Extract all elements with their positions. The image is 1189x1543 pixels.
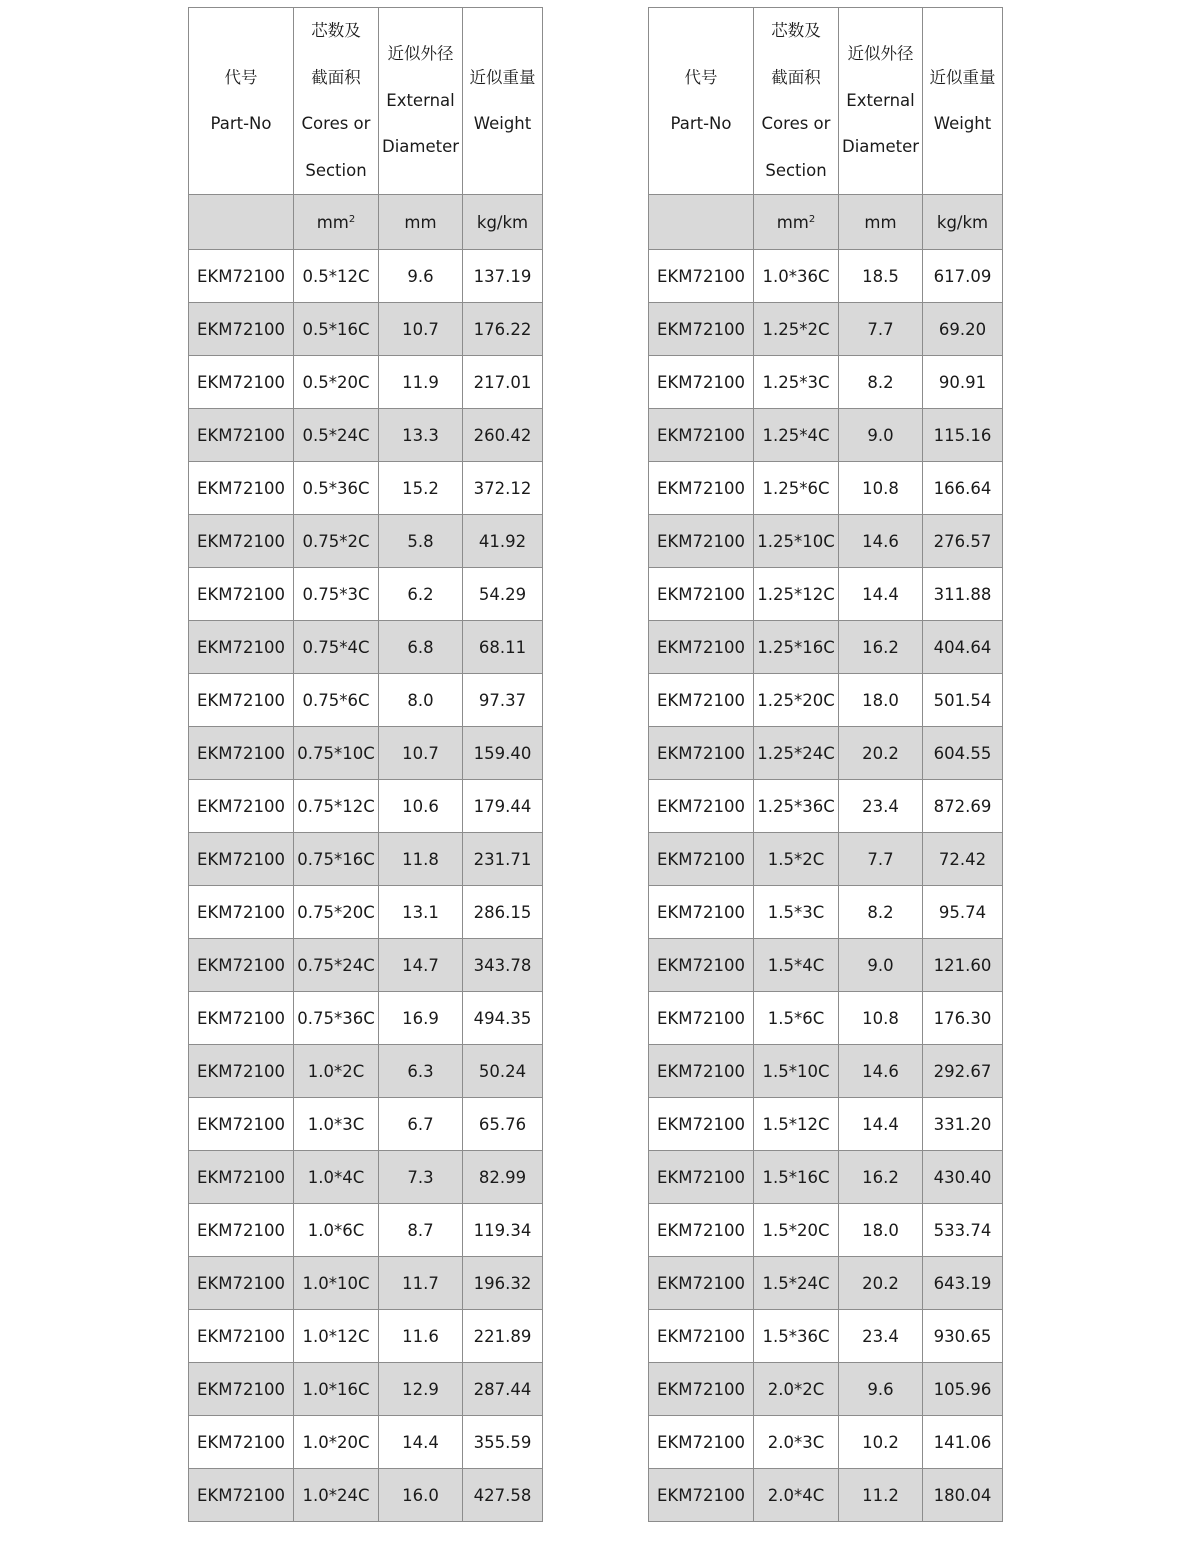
unit-row — [189, 195, 543, 250]
cell-weight: 231.71 — [463, 833, 543, 886]
table-row — [649, 1363, 1003, 1416]
cell-section: 2.0*2C — [754, 1363, 839, 1416]
cell-weight: 72.42 — [923, 833, 1003, 886]
cell-section: 0.75*3C — [294, 568, 379, 621]
cell-diameter: 11.2 — [839, 1469, 923, 1522]
cell-part-no: EKM72100 — [189, 303, 294, 356]
cell-section: 0.75*10C — [294, 727, 379, 780]
table-row — [189, 621, 543, 674]
cell-section: 1.5*6C — [754, 992, 839, 1045]
cell-weight: 292.67 — [923, 1045, 1003, 1098]
table-row — [649, 833, 1003, 886]
cell-part-no: EKM72100 — [189, 1257, 294, 1310]
table-row — [649, 674, 1003, 727]
cell-diameter: 10.8 — [839, 462, 923, 515]
header-diameter-en2: Diameter — [381, 137, 460, 157]
cell-weight: 121.60 — [923, 939, 1003, 992]
cell-diameter: 18.0 — [839, 1204, 923, 1257]
header-part-no-en: Part-No — [670, 114, 732, 133]
cell-diameter: 11.9 — [379, 356, 463, 409]
cell-diameter: 8.2 — [839, 886, 923, 939]
cell-weight: 137.19 — [463, 250, 543, 303]
cell-weight: 65.76 — [463, 1098, 543, 1151]
cell-section: 1.0*3C — [294, 1098, 379, 1151]
unit-section-sup: 2 — [348, 213, 356, 225]
cell-section: 1.25*10C — [754, 515, 839, 568]
cell-weight: 427.58 — [463, 1469, 543, 1522]
cell-part-no: EKM72100 — [649, 939, 754, 992]
cell-weight: 68.11 — [463, 621, 543, 674]
cell-section: 1.25*4C — [754, 409, 839, 462]
cell-diameter: 10.8 — [839, 992, 923, 1045]
header-section-en1: Cores or — [301, 114, 371, 133]
unit-section-text: mm — [776, 212, 809, 232]
table-row — [189, 1204, 543, 1257]
cell-part-no: EKM72100 — [649, 356, 754, 409]
cell-part-no: EKM72100 — [649, 1469, 754, 1522]
table-row — [189, 674, 543, 727]
cell-part-no: EKM72100 — [189, 886, 294, 939]
cell-part-no: EKM72100 — [649, 1098, 754, 1151]
cell-weight: 604.55 — [923, 727, 1003, 780]
table-row — [649, 250, 1003, 303]
table-row — [189, 1045, 543, 1098]
cell-part-no: EKM72100 — [649, 621, 754, 674]
cell-weight: 82.99 — [463, 1151, 543, 1204]
cell-diameter: 14.4 — [379, 1416, 463, 1469]
cell-diameter: 20.2 — [839, 1257, 923, 1310]
cell-section: 1.25*36C — [754, 780, 839, 833]
header-part-no — [649, 8, 754, 195]
cell-weight: 90.91 — [923, 356, 1003, 409]
table-row — [189, 727, 543, 780]
cell-part-no: EKM72100 — [189, 833, 294, 886]
cell-weight: 372.12 — [463, 462, 543, 515]
unit-part-no — [649, 195, 754, 250]
cell-diameter: 18.0 — [839, 674, 923, 727]
cell-weight: 311.88 — [923, 568, 1003, 621]
cell-weight: 217.01 — [463, 356, 543, 409]
cell-diameter: 16.2 — [839, 621, 923, 674]
cell-section: 1.5*3C — [754, 886, 839, 939]
header-part-no-cn: 代号 — [224, 67, 258, 87]
cell-part-no: EKM72100 — [189, 992, 294, 1045]
cell-part-no: EKM72100 — [649, 568, 754, 621]
cell-part-no: EKM72100 — [189, 409, 294, 462]
table-row — [649, 356, 1003, 409]
cell-weight: 69.20 — [923, 303, 1003, 356]
cell-diameter: 16.9 — [379, 992, 463, 1045]
cell-part-no: EKM72100 — [649, 1204, 754, 1257]
cell-section: 1.5*16C — [754, 1151, 839, 1204]
cell-part-no: EKM72100 — [189, 1363, 294, 1416]
cell-part-no: EKM72100 — [189, 1151, 294, 1204]
header-section-cn1: 芯数及 — [771, 21, 821, 40]
cell-diameter: 16.0 — [379, 1469, 463, 1522]
table-row — [189, 409, 543, 462]
cell-part-no: EKM72100 — [189, 939, 294, 992]
cell-part-no: EKM72100 — [649, 1045, 754, 1098]
table-row — [189, 1469, 543, 1522]
cell-diameter: 11.8 — [379, 833, 463, 886]
unit-weight: kg/km — [923, 195, 1003, 250]
cell-weight: 643.19 — [923, 1257, 1003, 1310]
cell-diameter: 9.0 — [839, 939, 923, 992]
cell-section: 1.25*24C — [754, 727, 839, 780]
table-row — [189, 992, 543, 1045]
cell-section: 2.0*3C — [754, 1416, 839, 1469]
cell-part-no: EKM72100 — [649, 515, 754, 568]
table-row — [649, 621, 1003, 674]
cell-diameter: 11.6 — [379, 1310, 463, 1363]
header-diameter-en1: External — [846, 90, 915, 110]
table-row — [189, 1363, 543, 1416]
header-row — [189, 8, 543, 195]
cell-diameter: 7.3 — [379, 1151, 463, 1204]
header-weight-en: Weight — [473, 114, 532, 133]
cell-part-no: EKM72100 — [189, 1098, 294, 1151]
table-row — [189, 356, 543, 409]
cell-section: 0.75*24C — [294, 939, 379, 992]
cell-weight: 176.30 — [923, 992, 1003, 1045]
cell-diameter: 20.2 — [839, 727, 923, 780]
cell-weight: 221.89 — [463, 1310, 543, 1363]
header-part-no — [189, 8, 294, 195]
table-row — [189, 250, 543, 303]
cell-weight: 119.34 — [463, 1204, 543, 1257]
cell-part-no: EKM72100 — [649, 1363, 754, 1416]
cell-diameter: 14.4 — [839, 568, 923, 621]
cell-diameter: 10.6 — [379, 780, 463, 833]
cell-part-no: EKM72100 — [649, 1151, 754, 1204]
cell-section: 1.0*20C — [294, 1416, 379, 1469]
table-row — [649, 1310, 1003, 1363]
table-row — [189, 939, 543, 992]
unit-section — [754, 195, 839, 250]
cell-weight: 159.40 — [463, 727, 543, 780]
cell-weight: 196.32 — [463, 1257, 543, 1310]
cell-section: 0.5*20C — [294, 356, 379, 409]
cell-weight: 179.44 — [463, 780, 543, 833]
table-row — [189, 303, 543, 356]
cable-spec-table-right — [648, 7, 1003, 1522]
cell-diameter: 10.7 — [379, 303, 463, 356]
table-row — [649, 1469, 1003, 1522]
cell-part-no: EKM72100 — [649, 780, 754, 833]
cell-weight: 286.15 — [463, 886, 543, 939]
cell-diameter: 14.7 — [379, 939, 463, 992]
table-row — [649, 1045, 1003, 1098]
cell-diameter: 18.5 — [839, 250, 923, 303]
cell-weight: 430.40 — [923, 1151, 1003, 1204]
unit-part-no — [189, 195, 294, 250]
cell-part-no: EKM72100 — [189, 621, 294, 674]
cell-section: 1.0*10C — [294, 1257, 379, 1310]
cell-weight: 494.35 — [463, 992, 543, 1045]
cell-part-no: EKM72100 — [649, 462, 754, 515]
header-diameter-cn: 近似外径 — [387, 44, 454, 64]
table-row — [649, 1257, 1003, 1310]
cell-section: 0.75*20C — [294, 886, 379, 939]
table-row — [189, 1310, 543, 1363]
table-row — [649, 1151, 1003, 1204]
cell-section: 1.5*12C — [754, 1098, 839, 1151]
cell-part-no: EKM72100 — [189, 356, 294, 409]
cell-diameter: 9.6 — [839, 1363, 923, 1416]
cell-section: 0.75*16C — [294, 833, 379, 886]
cell-weight: 930.65 — [923, 1310, 1003, 1363]
unit-section — [294, 195, 379, 250]
unit-section-text: mm — [316, 212, 349, 232]
cell-part-no: EKM72100 — [189, 515, 294, 568]
cell-diameter: 6.2 — [379, 568, 463, 621]
cell-section: 1.5*24C — [754, 1257, 839, 1310]
cell-section: 1.5*36C — [754, 1310, 839, 1363]
cell-weight: 54.29 — [463, 568, 543, 621]
cell-weight: 343.78 — [463, 939, 543, 992]
cell-part-no: EKM72100 — [189, 1310, 294, 1363]
cell-part-no: EKM72100 — [649, 992, 754, 1045]
header-section-en1: Cores or — [761, 114, 831, 133]
cell-diameter: 15.2 — [379, 462, 463, 515]
table-row — [189, 1416, 543, 1469]
cell-diameter: 14.6 — [839, 1045, 923, 1098]
cell-part-no: EKM72100 — [649, 727, 754, 780]
cell-part-no: EKM72100 — [649, 1416, 754, 1469]
unit-diameter: mm — [379, 195, 463, 250]
cell-section: 1.0*6C — [294, 1204, 379, 1257]
cell-part-no: EKM72100 — [189, 1469, 294, 1522]
cell-section: 1.0*36C — [754, 250, 839, 303]
cell-section: 1.5*2C — [754, 833, 839, 886]
cell-part-no: EKM72100 — [189, 674, 294, 727]
header-part-no-en: Part-No — [210, 114, 272, 133]
cell-weight: 141.06 — [923, 1416, 1003, 1469]
cell-part-no: EKM72100 — [189, 1045, 294, 1098]
cell-section: 1.0*4C — [294, 1151, 379, 1204]
table-row — [649, 515, 1003, 568]
cell-diameter: 8.7 — [379, 1204, 463, 1257]
cell-part-no: EKM72100 — [649, 250, 754, 303]
cell-diameter: 14.6 — [839, 515, 923, 568]
cell-part-no: EKM72100 — [649, 303, 754, 356]
table-row — [189, 1151, 543, 1204]
cell-section: 1.25*6C — [754, 462, 839, 515]
cell-diameter: 8.2 — [839, 356, 923, 409]
table-row — [189, 780, 543, 833]
header-diameter — [839, 8, 923, 195]
cell-section: 1.25*2C — [754, 303, 839, 356]
cell-diameter: 7.7 — [839, 303, 923, 356]
header-section-cn1: 芯数及 — [311, 21, 361, 40]
header-diameter-cn: 近似外径 — [847, 44, 914, 64]
table-row — [649, 1098, 1003, 1151]
cell-diameter: 7.7 — [839, 833, 923, 886]
header-row — [649, 8, 1003, 195]
cell-section: 1.5*20C — [754, 1204, 839, 1257]
cell-weight: 872.69 — [923, 780, 1003, 833]
table-row — [189, 886, 543, 939]
cell-diameter: 14.4 — [839, 1098, 923, 1151]
cell-weight: 176.22 — [463, 303, 543, 356]
cell-diameter: 13.3 — [379, 409, 463, 462]
cell-weight: 331.20 — [923, 1098, 1003, 1151]
unit-row — [649, 195, 1003, 250]
cell-section: 1.25*3C — [754, 356, 839, 409]
header-diameter — [379, 8, 463, 195]
cell-weight: 50.24 — [463, 1045, 543, 1098]
table-body — [649, 250, 1003, 1522]
cell-section: 1.5*4C — [754, 939, 839, 992]
cell-section: 1.0*24C — [294, 1469, 379, 1522]
table-row — [189, 515, 543, 568]
cell-section: 0.5*24C — [294, 409, 379, 462]
cell-part-no: EKM72100 — [649, 1257, 754, 1310]
cell-weight: 404.64 — [923, 621, 1003, 674]
cell-diameter: 9.0 — [839, 409, 923, 462]
header-weight-en: Weight — [933, 114, 992, 133]
cell-diameter: 9.6 — [379, 250, 463, 303]
table-row — [189, 1098, 543, 1151]
table-row — [649, 568, 1003, 621]
cell-section: 0.5*12C — [294, 250, 379, 303]
cell-section: 1.0*12C — [294, 1310, 379, 1363]
unit-weight: kg/km — [463, 195, 543, 250]
header-part-no-cn: 代号 — [684, 67, 718, 87]
table-row — [649, 462, 1003, 515]
table-row — [189, 833, 543, 886]
table-row — [189, 1257, 543, 1310]
cell-section: 1.0*2C — [294, 1045, 379, 1098]
cell-diameter: 5.8 — [379, 515, 463, 568]
cell-weight: 533.74 — [923, 1204, 1003, 1257]
cell-section: 0.5*16C — [294, 303, 379, 356]
unit-diameter: mm — [839, 195, 923, 250]
cell-diameter: 23.4 — [839, 1310, 923, 1363]
cell-diameter: 10.7 — [379, 727, 463, 780]
header-section-en2: Section — [305, 160, 367, 180]
cell-section: 0.75*6C — [294, 674, 379, 727]
cell-part-no: EKM72100 — [649, 1310, 754, 1363]
header-diameter-en2: Diameter — [841, 137, 920, 157]
cell-part-no: EKM72100 — [189, 462, 294, 515]
header-weight-cn: 近似重量 — [929, 67, 996, 87]
header-weight — [463, 8, 543, 195]
cell-diameter: 12.9 — [379, 1363, 463, 1416]
table-row — [649, 409, 1003, 462]
cell-part-no: EKM72100 — [189, 250, 294, 303]
header-section-en2: Section — [765, 160, 827, 180]
cell-part-no: EKM72100 — [189, 727, 294, 780]
table-row — [649, 780, 1003, 833]
cell-weight: 166.64 — [923, 462, 1003, 515]
cell-part-no: EKM72100 — [649, 833, 754, 886]
header-diameter-en1: External — [386, 90, 455, 110]
cell-section: 1.25*12C — [754, 568, 839, 621]
cell-part-no: EKM72100 — [189, 780, 294, 833]
header-section — [294, 8, 379, 195]
cell-section: 0.75*12C — [294, 780, 379, 833]
cell-diameter: 13.1 — [379, 886, 463, 939]
header-weight-cn: 近似重量 — [469, 67, 536, 87]
cell-weight: 95.74 — [923, 886, 1003, 939]
cell-weight: 97.37 — [463, 674, 543, 727]
cell-weight: 355.59 — [463, 1416, 543, 1469]
table-row — [189, 568, 543, 621]
table-row — [649, 992, 1003, 1045]
cell-section: 0.75*36C — [294, 992, 379, 1045]
cell-diameter: 10.2 — [839, 1416, 923, 1469]
cell-diameter: 11.7 — [379, 1257, 463, 1310]
cell-part-no: EKM72100 — [649, 886, 754, 939]
cell-weight: 41.92 — [463, 515, 543, 568]
cell-weight: 276.57 — [923, 515, 1003, 568]
unit-section-sup: 2 — [808, 213, 816, 225]
table-row — [649, 1416, 1003, 1469]
cell-section: 1.0*16C — [294, 1363, 379, 1416]
cell-section: 1.25*20C — [754, 674, 839, 727]
cell-section: 1.5*10C — [754, 1045, 839, 1098]
cell-part-no: EKM72100 — [189, 1204, 294, 1257]
header-section-cn2: 截面积 — [771, 67, 821, 87]
cell-weight: 180.04 — [923, 1469, 1003, 1522]
cell-weight: 501.54 — [923, 674, 1003, 727]
table-row — [649, 886, 1003, 939]
cell-weight: 617.09 — [923, 250, 1003, 303]
header-section — [754, 8, 839, 195]
table-body — [189, 250, 543, 1522]
cell-weight: 287.44 — [463, 1363, 543, 1416]
cell-part-no: EKM72100 — [649, 674, 754, 727]
cell-part-no: EKM72100 — [649, 409, 754, 462]
table-row — [649, 303, 1003, 356]
cell-weight: 105.96 — [923, 1363, 1003, 1416]
cell-part-no: EKM72100 — [189, 568, 294, 621]
cell-part-no: EKM72100 — [189, 1416, 294, 1469]
header-weight — [923, 8, 1003, 195]
cable-spec-table-left — [188, 7, 543, 1522]
table-row — [649, 727, 1003, 780]
cell-section: 1.25*16C — [754, 621, 839, 674]
cell-diameter: 23.4 — [839, 780, 923, 833]
cell-weight: 115.16 — [923, 409, 1003, 462]
cell-diameter: 8.0 — [379, 674, 463, 727]
cell-section: 0.5*36C — [294, 462, 379, 515]
cell-diameter: 6.3 — [379, 1045, 463, 1098]
cell-diameter: 16.2 — [839, 1151, 923, 1204]
table-row — [189, 462, 543, 515]
header-section-cn2: 截面积 — [311, 67, 361, 87]
cell-section: 0.75*2C — [294, 515, 379, 568]
table-row — [649, 1204, 1003, 1257]
cell-diameter: 6.8 — [379, 621, 463, 674]
cell-section: 0.75*4C — [294, 621, 379, 674]
table-row — [649, 939, 1003, 992]
cell-section: 2.0*4C — [754, 1469, 839, 1522]
cell-diameter: 6.7 — [379, 1098, 463, 1151]
cell-weight: 260.42 — [463, 409, 543, 462]
